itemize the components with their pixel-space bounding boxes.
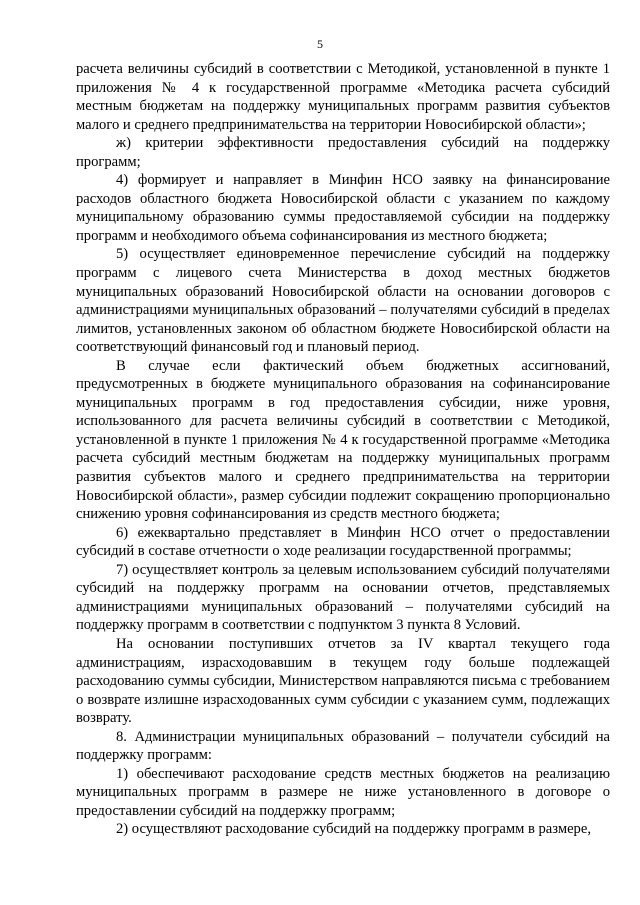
paragraph-item-8-2: 2) осуществляют расходование субсидий на поддержку программ в размере,	[116, 821, 591, 838]
paragraph-item-4: 4) формирует и направляет в Минфин НСО заявку на финансирование расходов областного бюджета Новосибирской области с указанием по каждому муниципальному образованию суммы предоставляемой субсидии на поддержку программ и необходимого объема софинансирования из местного бюджета;	[76, 172, 610, 244]
paragraph-reduction: В случае если фактический объем бюджетных ассигнований, предусмотренных в бюджете муниципального образования на софинансирование муниципальных программ в год предоставления субсидии, ниже уровня, использованного для расчета величины субсидий в соответствии с Методикой, установленной в пункте 1 приложения № 4 к государственной программе «Методика расчета субсидий местным бюджетам на поддержку муниципальных программ развития субъектов малого и среднего предпринимательства на территории Новосибирской области», размер субсидии подлежит сокращению пропорционально снижению уровня софинансирования из средств местного бюджета;	[76, 357, 610, 523]
paragraph-item-5: 5) осуществляет единовременное перечисление субсидий на поддержку программ с лицевого счета Министерства в доход местных бюджетов муниципальных образований Новосибирской области на основании договоров с администрациями муниципальных образований – получателями субсидий в пределах лимитов, установленных законом об областном бюджете Новосибирской области на соответствующий финансовый год и плановый период.	[76, 246, 610, 356]
paragraph-reports: На основании поступивших отчетов за IV квартал текущего года администрациям, израсходовавшим в текущем году больше подлежащей расходованию суммы субсидии, Министерством направляются письма с требованием о возврате излишне израсходованных сумм субсидии с указанием сумм, подлежащих возврату.	[76, 635, 610, 727]
paragraph-item-8-1: 1) обеспечивают расходование средств местных бюджетов на реализацию муниципальных программ в размере не ниже установленного в договоре о предоставлении субсидий на поддержку программ;	[76, 765, 610, 819]
paragraph-continuation: расчета величины субсидий в соответствии с Методикой, установленной в пункте 1 приложения № 4 к государственной программе «Методика расчета субсидий местным бюджетам на поддержку муниципальных программ развития субъектов малого и среднего предпринимательства на территории Новосибирской области»;	[76, 61, 610, 133]
paragraph-criteria: ж) критерии эффективности предоставления субсидий на поддержку программ;	[76, 135, 610, 170]
paragraph-item-6: 6) ежеквартально представляет в Минфин НСО отчет о предоставлении субсидий в составе отчетности о ходе реализации государственной программы;	[76, 524, 610, 560]
paragraph-item-7: 7) осуществляет контроль за целевым использованием субсидий получателями субсидий на поддержку программ на основании отчетов, представляемых администрациями муниципальных образований – получателями субсидий на поддержку программ в соответствии с подпунктом 3 пункта 8 Условий.	[76, 561, 610, 634]
document-body	[76, 60, 610, 839]
page-number: 5	[317, 37, 323, 51]
paragraph-section-8: 8. Администрации муниципальных образований – получатели субсидий на поддержку программ:	[76, 728, 610, 764]
